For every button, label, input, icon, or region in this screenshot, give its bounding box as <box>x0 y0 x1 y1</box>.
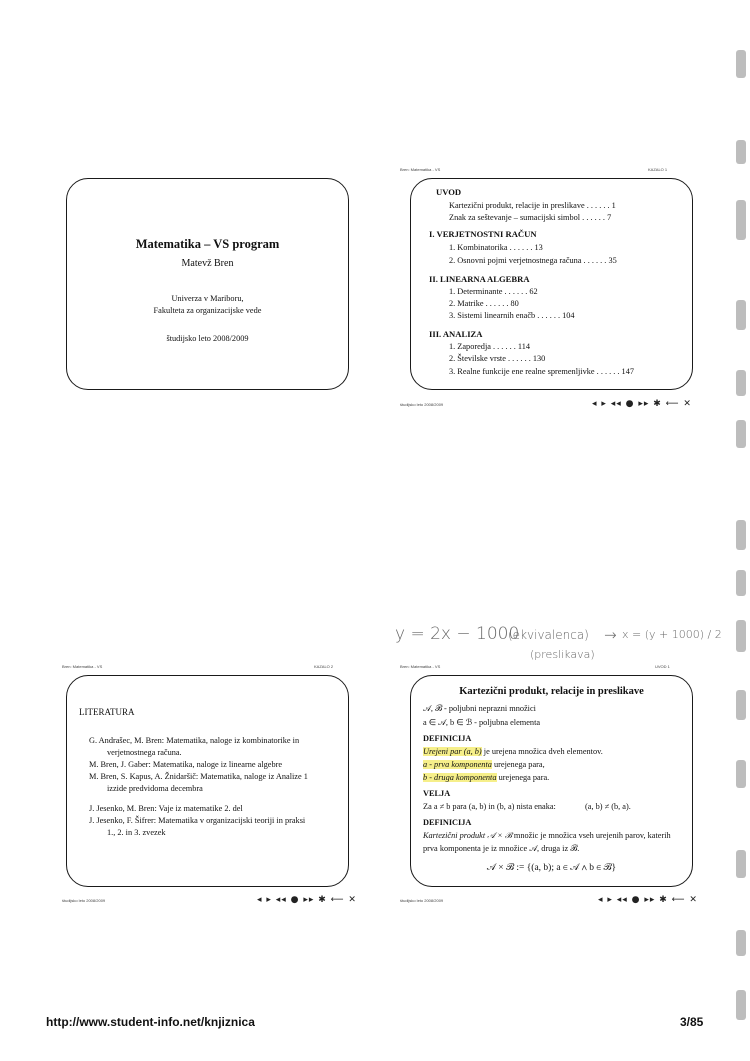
reference: 1., 2. in 3. zvezek <box>107 828 166 837</box>
university: Univerza v Mariboru, <box>171 294 244 303</box>
reference: J. Jesenko, M. Bren: Vaje iz matematike 2. del <box>89 804 243 813</box>
toc-item: 3. Sistemi linearnih enačb . . . . . . 104 <box>449 311 575 320</box>
slide-title: LITERATURA <box>79 707 135 717</box>
handwritten-arrow: → <box>604 626 617 644</box>
slide-header-right: KAZALO 1 <box>648 167 668 172</box>
toc-uvod: UVOD <box>436 187 462 197</box>
toc-item: Znak za seštevanje – sumacijski simbol . . . . . . 7 <box>449 213 612 222</box>
reference: M. Bren, J. Gaber: Matematika, naloge iz linearne algebre <box>89 760 283 769</box>
definition-line <box>423 773 549 782</box>
author: Matevž Bren <box>181 258 234 269</box>
definition-text: urejenega para. <box>496 773 550 782</box>
definition-line <box>423 747 603 756</box>
title-slide <box>66 178 349 390</box>
toc-item: 2. Matrike . . . . . . 80 <box>449 299 519 308</box>
binder-edge <box>728 0 750 1061</box>
velja-text: Za a ≠ b para (a, b) in (b, a) nista enaka: <box>423 802 556 811</box>
handwritten-note: (ekvivalenca) <box>508 628 589 642</box>
cartesian-formula: 𝒜 × ℬ := {(a, b); a ∈ 𝒜 ∧ b ∈ ℬ} <box>486 863 617 873</box>
definition-text: množic je množica vseh urejenih parov, katerih <box>511 831 671 840</box>
velja-equation: (a, b) ≠ (b, a). <box>585 802 631 811</box>
slide-footer-left: študijsko leto 2008/2009 <box>400 402 444 407</box>
slide-header-left: Bren: Matematika - VS <box>400 664 441 669</box>
slide-nav-controls[interactable]: ◂ ▸ ◂◂ ● ▸▸ ✱ ⟵ ✕ <box>592 399 692 409</box>
toc-item: 1. Zaporedja . . . . . . 114 <box>449 342 531 351</box>
highlighted-term: a - prva komponenta <box>423 760 492 769</box>
toc-item: 2. Osnovni pojmi verjetnostnega računa . . . . . . 35 <box>449 256 617 265</box>
highlighted-term: Urejeni par (a, b) <box>423 747 482 756</box>
velja-heading: VELJA <box>423 789 451 798</box>
toc-section: II. LINEARNA ALGEBRA <box>429 274 530 284</box>
toc-slide <box>410 178 693 390</box>
cartesian-slide <box>410 675 693 887</box>
toc-section: III. ANALIZA <box>429 329 483 339</box>
definition-text: je urejena množica dveh elementov. <box>481 747 603 756</box>
definition-line <box>423 760 545 769</box>
page-number: 3/85 <box>680 1015 704 1029</box>
reference: verjetnostnega računa. <box>107 748 182 757</box>
slide-footer-left: študijsko leto 2008/2009 <box>62 898 106 903</box>
reference: M. Bren, S. Kapus, A. Žnidaršič: Matematika, naloge iz Analize 1 <box>89 772 308 781</box>
slide-title: Kartezični produkt, relacije in preslikave <box>459 686 644 697</box>
slide-header-left: Bren: Matematika - VS <box>62 664 103 669</box>
slide-title: Matematika – VS program <box>135 237 280 251</box>
cartesian-term: Kartezični produkt 𝒜 × ℬ <box>423 831 512 840</box>
toc-item: 2. Številske vrste . . . . . . 130 <box>449 354 546 363</box>
literature-slide <box>66 675 349 887</box>
slide-nav-controls[interactable]: ◂ ▸ ◂◂ ● ▸▸ ✱ ⟵ ✕ <box>598 895 698 905</box>
definition-line: prva komponenta je iz množice 𝒜, druga iz ℬ. <box>423 844 580 853</box>
toc-item: 3. Realne funkcije ene realne spremenljivke . . . . . . 147 <box>449 367 635 376</box>
faculty: Fakulteta za organizacijske vede <box>153 306 262 315</box>
definition-text: urejenega para, <box>491 760 545 769</box>
academic-year: študijsko leto 2008/2009 <box>166 334 249 343</box>
definition-heading: DEFINICIJA <box>423 818 472 827</box>
slide-header-right: KAZALO 2 <box>314 664 334 669</box>
definition-line <box>423 831 671 841</box>
reference: J. Jesenko, F. Šifrer: Matematika v organizacijski teoriji in praksi <box>89 816 306 825</box>
toc-item: 1. Kombinatorika . . . . . . 13 <box>449 243 543 252</box>
footer-url[interactable]: http://www.student-info.net/knjiznica <box>46 1015 255 1029</box>
sets-intro: 𝒜, ℬ - poljubni neprazni množici <box>423 704 536 713</box>
toc-item: 1. Determinante . . . . . . 62 <box>449 287 538 296</box>
highlighted-term: b - druga komponenta <box>423 773 497 782</box>
reference: G. Andrašec, M. Bren: Matematika, naloge iz kombinatorike in <box>89 736 300 745</box>
handwritten-equation-2: x = (y + 1000) / 2 <box>622 628 722 641</box>
elements-intro: a ∈ 𝒜, b ∈ ℬ - poljubna elementa <box>423 718 541 727</box>
handwritten-note-2: (preslikava) <box>530 648 595 661</box>
slide-header-right: UVOD 1 <box>655 664 670 669</box>
reference: izzide predvidoma decembra <box>107 784 203 793</box>
slide-footer-left: študijsko leto 2008/2009 <box>400 898 444 903</box>
handwritten-equation: y = 2x − 1000 <box>395 624 520 644</box>
slide-header-left: Bren: Matematika - VS <box>400 167 441 172</box>
slide-nav-controls[interactable]: ◂ ▸ ◂◂ ● ▸▸ ✱ ⟵ ✕ <box>257 895 357 905</box>
definition-heading: DEFINICIJA <box>423 734 472 743</box>
toc-section: I. VERJETNOSTNI RAČUN <box>429 229 537 239</box>
toc-item: Kartezični produkt, relacije in preslikave . . . . . . 1 <box>449 201 616 210</box>
